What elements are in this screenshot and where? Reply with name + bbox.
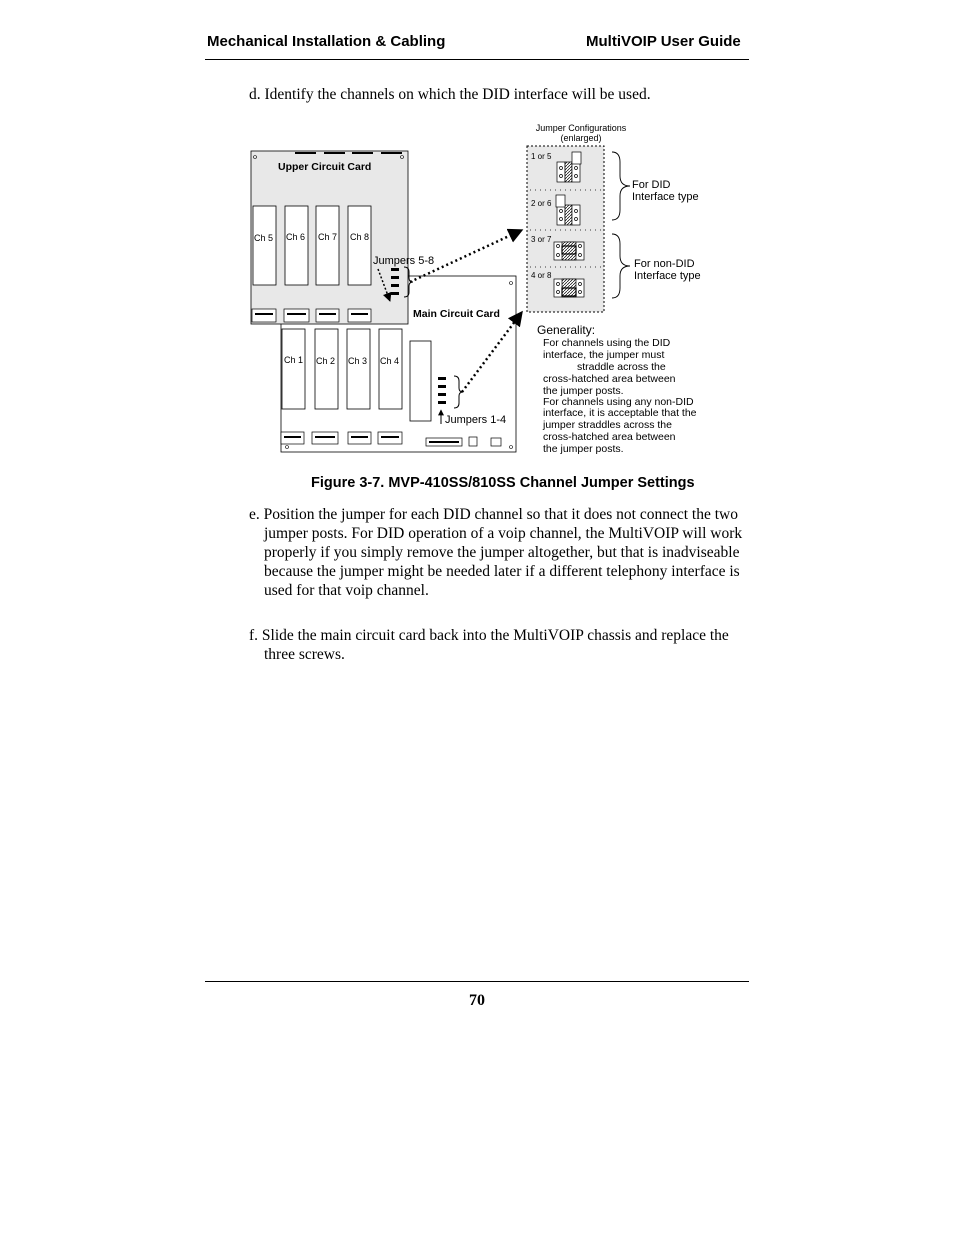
upper-ch8-slot (348, 206, 371, 285)
jumper-row-3-graphic (554, 242, 584, 260)
main-ch2-label: Ch 2 (316, 356, 336, 366)
main-ch1-label: Ch 1 (284, 355, 304, 365)
page-number: 70 (469, 992, 485, 1009)
generality-line: cross-hatched area between (543, 373, 676, 385)
jumper-config-subtitle: (enlarged) (560, 133, 602, 143)
generality-line: cross-hatched area between (543, 431, 676, 443)
did-label-line2: Interface type (632, 191, 699, 203)
jumper-row-1-label: 1 or 5 (531, 152, 552, 161)
generality-line: the jumper posts. (543, 443, 624, 455)
step-f: f. Slide the main circuit card back into the MultiVOIP chassis and replace the three screws. (249, 627, 729, 663)
upper-ch6-slot (285, 206, 308, 285)
header-rule (205, 59, 749, 60)
main-ch2-slot (315, 329, 338, 409)
generality-line: straddle across the (577, 361, 666, 373)
generality-line: interface, the jumper must (543, 349, 665, 361)
jumpers-5-8-label: Jumpers 5-8 (373, 255, 435, 267)
jumpers-1-4-label: Jumpers 1-4 (445, 414, 507, 426)
generality-line: interface, it is acceptable that the (543, 407, 697, 419)
main-card-label: Main Circuit Card (413, 308, 500, 320)
upper-ch5-label: Ch 5 (254, 233, 274, 243)
main-ch3-label: Ch 3 (348, 356, 368, 366)
generality-line: For channels using the DID (543, 337, 671, 349)
upper-ch7-slot (316, 206, 339, 285)
main-ch4-slot (379, 329, 402, 409)
upper-ch5-slot (253, 206, 276, 285)
generality-line: For channels using any non-DID (543, 396, 694, 408)
generality-line: the jumper posts. (543, 385, 624, 397)
nondid-label-line1: For non-DID (634, 258, 695, 270)
figure-caption: Figure 3-7. MVP-410SS/810SS Channel Jumper Settings (311, 475, 695, 491)
did-label-line1: For DID (632, 179, 671, 191)
generality-notes (542, 337, 697, 455)
header-guide-title: MultiVOIP User Guide (586, 33, 741, 50)
did-brace (612, 152, 630, 220)
nondid-label-line2: Interface type (634, 270, 701, 282)
footer-rule (205, 981, 749, 982)
jumper-config-title: Jumper Configurations (535, 123, 627, 133)
header-section-title: Mechanical Installation & Cabling (207, 33, 446, 50)
main-ch3-slot (347, 329, 370, 409)
main-ch1-slot (282, 329, 305, 409)
jumper-row-3-label: 3 or 7 (531, 235, 552, 244)
nondid-brace (612, 234, 630, 298)
upper-ch8-label: Ch 8 (350, 232, 370, 242)
upper-ch7-label: Ch 7 (318, 232, 338, 242)
jumper-row-2-label: 2 or 6 (531, 199, 552, 208)
jumper-row-4-graphic (554, 279, 584, 297)
generality-title: Generality: (537, 323, 596, 337)
step-e: e. Position the jumper for each DID channel so that it does not connect the two jumper posts. For DID operation of a voip channel, the MultiVOIP will work properly if you simply remove the jumper altogether, but that is inadviseable because the jumper might be needed later if a different telephony interface is used for that voip channel. (249, 506, 743, 599)
main-chip (410, 341, 431, 421)
jumper-row-4-label: 4 or 8 (531, 271, 552, 280)
generality-line: jumper straddles across the (543, 419, 672, 431)
step-d: d. Identify the channels on which the DID interface will be used. (249, 86, 651, 103)
upper-card-label: Upper Circuit Card (278, 161, 372, 173)
upper-ch6-label: Ch 6 (286, 232, 306, 242)
jumper-diagram (245, 120, 725, 465)
main-ch4-label: Ch 4 (380, 356, 400, 366)
